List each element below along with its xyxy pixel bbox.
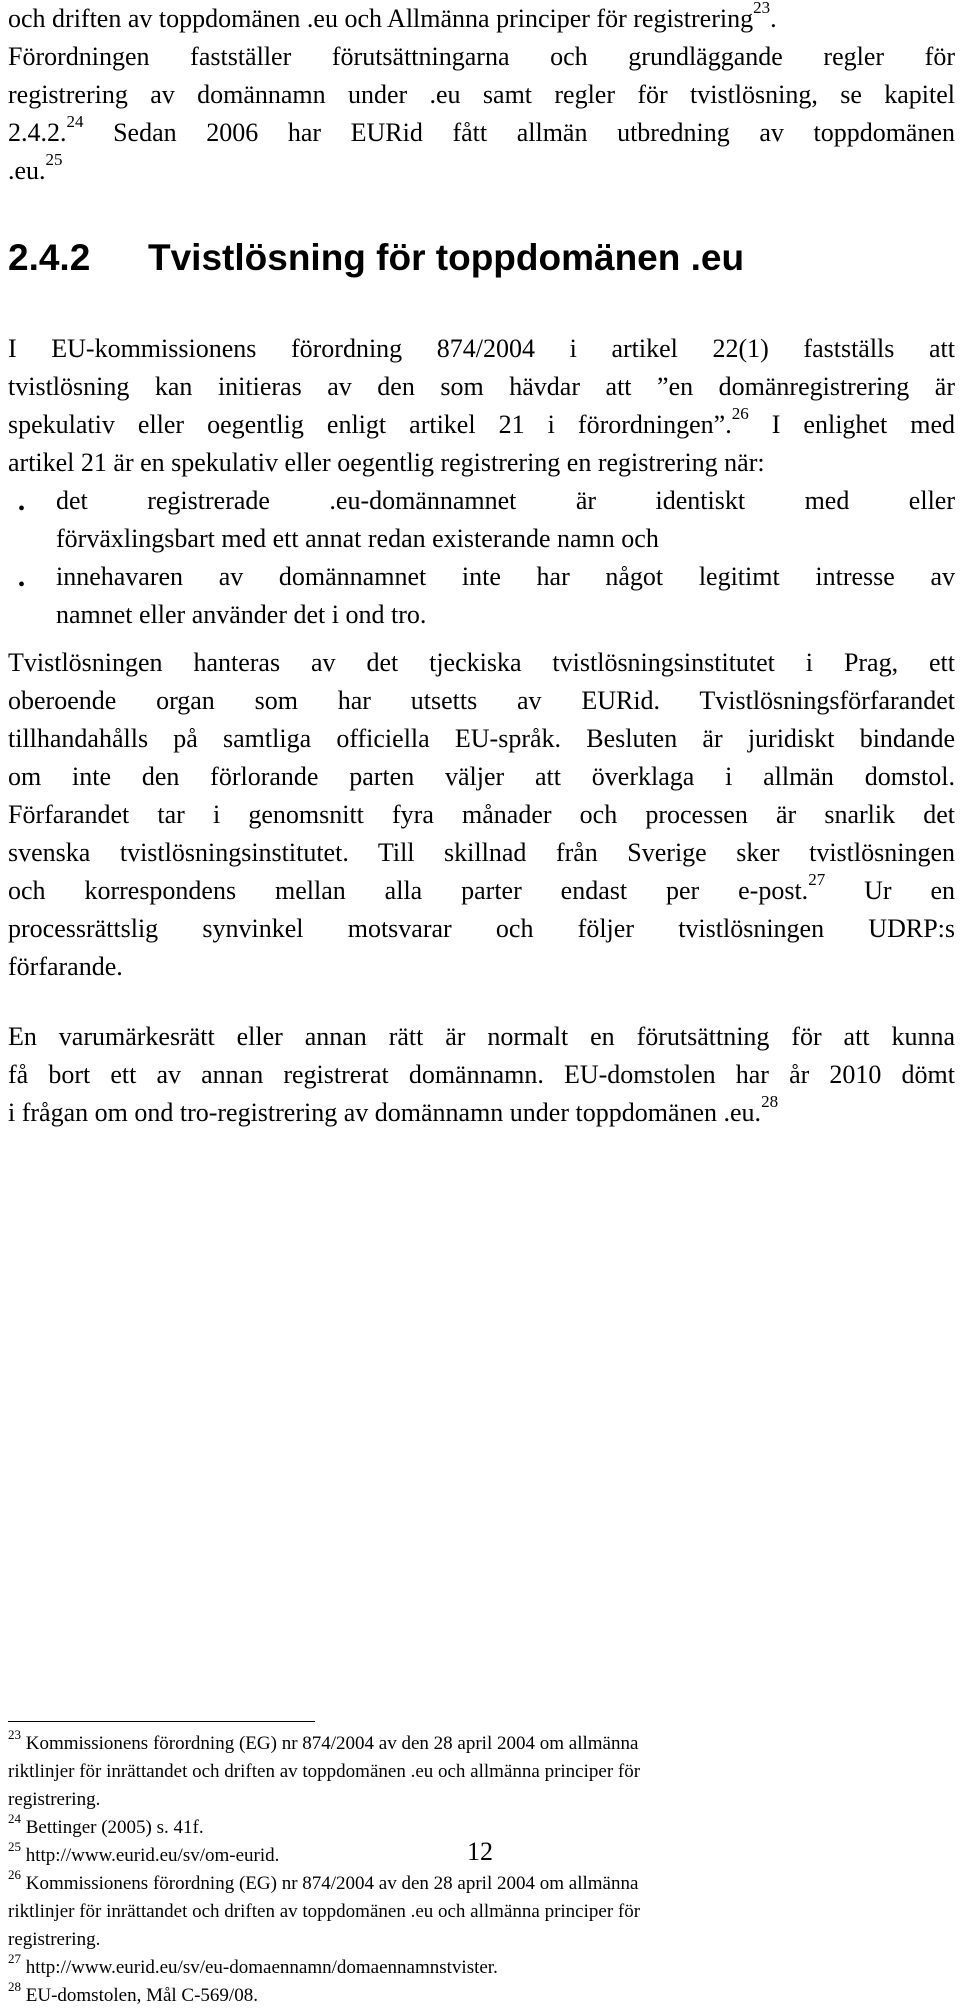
bullet-list — [0, 482, 955, 634]
text-line: spekulativ eller oegentlig enligt artikel 21 i förordningen”.$^{26}$ I enlighet med — [8, 404, 955, 439]
text-line: svenska tvistlösningsinstitutet. Till skillnad från Sverige sker tvistlösningen — [8, 838, 955, 867]
text-line: och driften av toppdomänen .eu och Allmänna principer för registrering$^{23}$. — [8, 0, 777, 33]
list-item — [0, 558, 955, 634]
footnote-26: $^{26}$ Kommissionens förordning (EG) nr 874/2004 av den 28 april 2004 om allmänna — [8, 1866, 639, 1894]
page-number: 12 — [467, 1837, 493, 1866]
text-line: innehavaren av domännamnet inte har något legitimt intresse av — [56, 562, 955, 591]
section-number: 2.4.2 — [8, 237, 91, 278]
footnotes — [8, 1726, 955, 2010]
section-heading — [8, 236, 744, 280]
text-line: förfarande. — [8, 952, 123, 981]
paragraph-1 — [8, 330, 955, 482]
text-line: 2.4.2.24 Sedan 2006 har EURid fått allmän utbredning av toppdomänen — [8, 112, 955, 147]
footnote-27: $^{27}$ http://www.eurid.eu/sv/eu-domaennamn/domaennamnstvister. — [8, 1950, 498, 1978]
footnote-28: $^{28}$ EU-domstolen, Mål C-569/08. — [8, 1978, 258, 2006]
text-line: det registrerade .eu-domännamnet är identiskt med eller — [56, 486, 955, 515]
paragraph-3 — [8, 1018, 955, 1132]
text-line: och korrespondens mellan alla parter endast per e-post.$^{27}$ Ur en — [8, 870, 956, 905]
paragraph-2 — [8, 644, 955, 986]
text-line: namnet eller använder det i ond tro. — [56, 600, 427, 629]
text-line: registrering av domännamn under .eu samt regler för tvistlösning, se kapitel — [8, 80, 955, 109]
text-line: Förordningen fastställer förutsättningarna och grundläggande regler för — [8, 42, 955, 71]
footnote-ref: 28 — [761, 1092, 779, 1112]
footnote-23: $^{23}$ Kommissionens förordning (EG) nr 874/2004 av den 28 april 2004 om allmänna — [8, 1726, 639, 1754]
text-line: I EU-kommissionens förordning 874/2004 i artikel 22(1) fastställs att — [8, 334, 955, 363]
text-line: oberoende organ som har utsetts av EURid. Tvistlösningsförfarandet — [8, 686, 955, 715]
text-line: förväxlingsbart med ett annat redan existerande namn och — [56, 524, 659, 553]
bullet-icon: • — [18, 498, 26, 520]
footnote-divider — [8, 1721, 315, 1722]
intro-paragraph — [8, 0, 955, 190]
footnote-ref: 25 — [45, 150, 63, 170]
text-line: Förfarandet tar i genomsnitt fyra månader och processen är snarlik det — [8, 800, 955, 829]
footnote-ref: 27 — [808, 870, 826, 890]
footnote-24: $^{24}$ Bettinger (2005) s. 41f. — [8, 1810, 204, 1838]
section-title: Tvistlösning för toppdomänen .eu — [148, 237, 745, 278]
text-line: tillhandahålls på samtliga officiella EU-språk. Besluten är juridiskt bindande — [8, 724, 955, 753]
footnote-ref: 26 — [731, 404, 749, 424]
text-line: om inte den förlorande parten väljer att överklaga i allmän domstol. — [8, 762, 955, 791]
text-line: processrättslig synvinkel motsvarar och följer tvistlösningen UDRP:s — [8, 914, 955, 943]
text-line: .eu.$^{25}$ — [8, 150, 63, 185]
text-line: i frågan om ond tro-registrering av domännamn under toppdomänen .eu.$^{28}$ — [8, 1092, 779, 1127]
footnote-line: registrering. — [8, 1929, 101, 1950]
footnote-ref: 24 — [66, 112, 84, 132]
text-line: artikel 21 är en spekulativ eller oegentlig registrering en registrering när: — [8, 448, 765, 477]
text-line: tvistlösning kan initieras av den som hävdar att ”en domänregistrering är — [8, 372, 955, 401]
text-line: Tvistlösningen hanteras av det tjeckiska tvistlösningsinstitutet i Prag, ett — [8, 648, 955, 677]
text-line: En varumärkesrätt eller annan rätt är normalt en förutsättning för att kunna — [8, 1022, 955, 1051]
footnote-line: riktlinjer för inrättandet och driften av toppdomänen .eu och allmänna principer för — [8, 1901, 641, 1922]
list-item — [0, 482, 955, 558]
bullet-icon: • — [18, 574, 26, 596]
text-line: få bort ett av annan registrerat domännamn. EU-domstolen har år 2010 dömt — [8, 1060, 955, 1089]
footnote-ref: 23 — [753, 0, 771, 18]
footnote-25: $^{25}$ http://www.eurid.eu/sv/om-eurid. — [8, 1838, 280, 1866]
footnote-line: riktlinjer för inrättandet och driften av toppdomänen .eu och allmänna principer för — [8, 1761, 641, 1782]
footnote-line: registrering. — [8, 1789, 101, 1810]
